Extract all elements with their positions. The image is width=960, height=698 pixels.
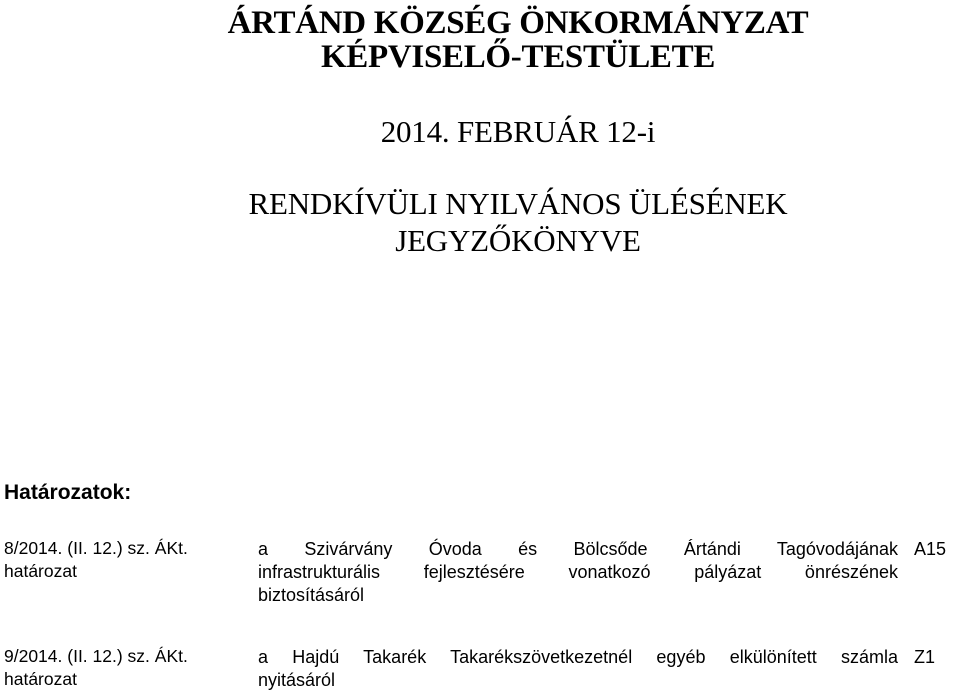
resolution-type: határozat [4, 669, 77, 689]
meeting-type: RENDKÍVÜLI NYILVÁNOS ÜLÉSÉNEK [248, 186, 788, 221]
document-type: JEGYZŐKÖNYVE [395, 223, 641, 258]
resolution-description-line: a Hajdú Takarék Takarékszövetkezetnél egyéb elkülönített számla [258, 647, 898, 667]
resolution-description-line: infrastrukturális fejlesztésére vonatkozó pályázat önrészének [258, 562, 898, 582]
resolution-code: A15 [914, 539, 947, 559]
meeting-date: 2014. FEBRUÁR 12-i [380, 114, 656, 149]
resolution-number: 9/2014. (II. 12.) sz. ÁKt. [4, 646, 188, 666]
resolution-description [258, 538, 898, 607]
body-name: KÉPVISELŐ-TESTÜLETE [320, 39, 716, 75]
resolution-number: 8/2014. (II. 12.) sz. ÁKt. [4, 538, 188, 558]
resolution-description-line: a Szivárvány Óvoda és Bölcsőde Ártándi Tagóvodájának [258, 539, 898, 559]
resolution-code: Z1 [914, 647, 936, 667]
council-name: ÁRTÁND KÖZSÉG ÖNKORMÁNYZAT [227, 5, 809, 41]
resolutions-heading: Határozatok: [4, 481, 132, 504]
resolution-description-line: nyitásáról [258, 670, 336, 690]
resolution-reference [4, 645, 244, 691]
resolution-description-line: biztosításáról [258, 585, 365, 605]
resolution-type: határozat [4, 561, 77, 581]
resolution-reference [4, 537, 244, 583]
resolution-description [258, 646, 898, 692]
